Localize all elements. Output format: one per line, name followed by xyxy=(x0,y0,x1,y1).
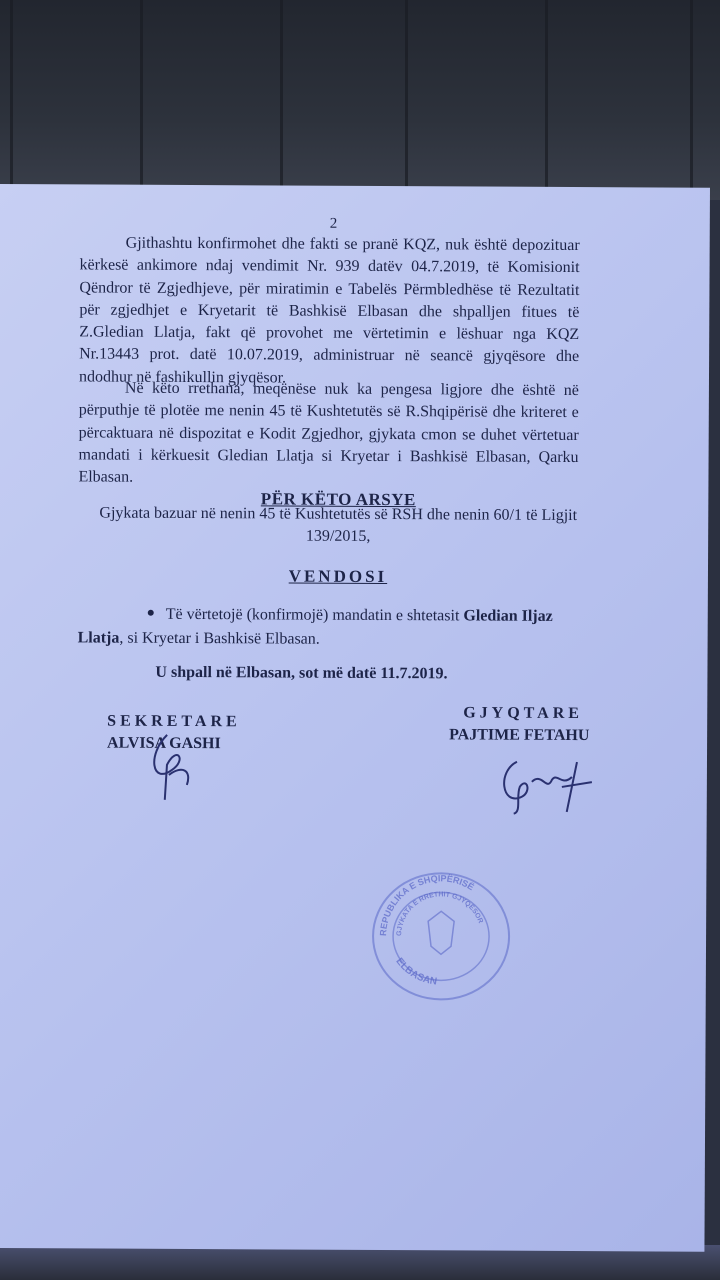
decision-suffix: , si Kryetar i Bashkisë Elbasan. xyxy=(119,629,320,648)
legal-basis: Gjykata bazuar në nenin 45 të Kushtetutës së RSH dhe nenin 60/1 të Ligjit 139/2015, xyxy=(99,504,578,545)
svg-text:GJYKATA E RRETHIT GJYQËSOR xyxy=(396,891,484,937)
paragraph-confirmation: Gjithashtu konfirmohet dhe fakti se pranë KQZ, nuk është depozituar kërkesë ankimore ndaj vendimit Nr. 939 datëv 04.7.2019, të Komisionit Qëndror të Zgjedhjeve, për miratimin e Tabelës Përmbledhëse të Rezultatit për zgjedhjet e Kryetarit të Bashkisë Elbasan dhe shpalljen fitues të Z.Gledian Llatja, fakt që provohet me vërtetimin e lëshuar nga KQZ Nr.13443 prot. datë 10.07.2019, administruar në seancë gjyqësore dhe ndodhur në fashikullin gjyqësor. xyxy=(78,234,580,387)
heading-decides: VENDOSI xyxy=(288,566,388,587)
svg-text:ELBASAN xyxy=(393,956,438,988)
heading-reasons: PËR KËTO ARSYE xyxy=(260,489,416,510)
judge-name: PAJTIME FETAHU xyxy=(449,726,590,745)
court-stamp xyxy=(366,866,517,1007)
announcement: U shpall në Elbasan, sot më datë 11.7.2019. xyxy=(155,663,448,683)
judge-signature xyxy=(492,752,612,823)
document-page xyxy=(0,184,710,1252)
page-number: 2 xyxy=(329,215,338,232)
paragraph-circumstances: Në këto rrethana, meqënëse nuk ka pengesa ligjore dhe është në përputhje të plotëe me nenin 45 të Kushtetutës së R.Shqipërisë dhe kriteret e përcaktuara në dispozitat e Kodit Zgjedhor, gjykata cmon se duhet vërtetuar mandati i kërkuesit Gledian Llatja si Kryetar i Bashkisë Elbasan, Qarku Elbasan. xyxy=(78,379,579,486)
plank-gap xyxy=(405,0,408,200)
bullet-icon xyxy=(148,610,154,616)
secretary-name: ALVISA GASHI xyxy=(107,734,221,753)
eagle-emblem-icon xyxy=(428,911,454,954)
plank-gap xyxy=(140,0,143,200)
secretary-signature xyxy=(147,725,217,805)
plank-gap xyxy=(545,0,548,200)
wooden-background xyxy=(0,0,720,200)
plank-gap xyxy=(10,0,13,200)
svg-text:REPUBLIKA E SHQIPËRISË xyxy=(378,873,476,937)
decision-item xyxy=(78,602,578,653)
stamp-text-inner: GJYKATA E RRETHIT GJYQËSOR xyxy=(395,891,484,937)
decision-name: Gledian Iljaz Llatja xyxy=(77,607,553,647)
judge-title: GJYQTARE xyxy=(463,704,583,723)
stamp-text-top: REPUBLIKA E SHQIPËRISË xyxy=(377,873,476,937)
stamp-text-bottom: ELBASAN xyxy=(393,956,438,988)
secretary-title: SEKRETARE xyxy=(107,712,241,731)
plank-gap xyxy=(280,0,283,200)
decision-prefix: Të vërtetojë (konfirmojë) mandatin e shtetasit xyxy=(165,605,460,625)
plank-gap xyxy=(690,0,693,200)
